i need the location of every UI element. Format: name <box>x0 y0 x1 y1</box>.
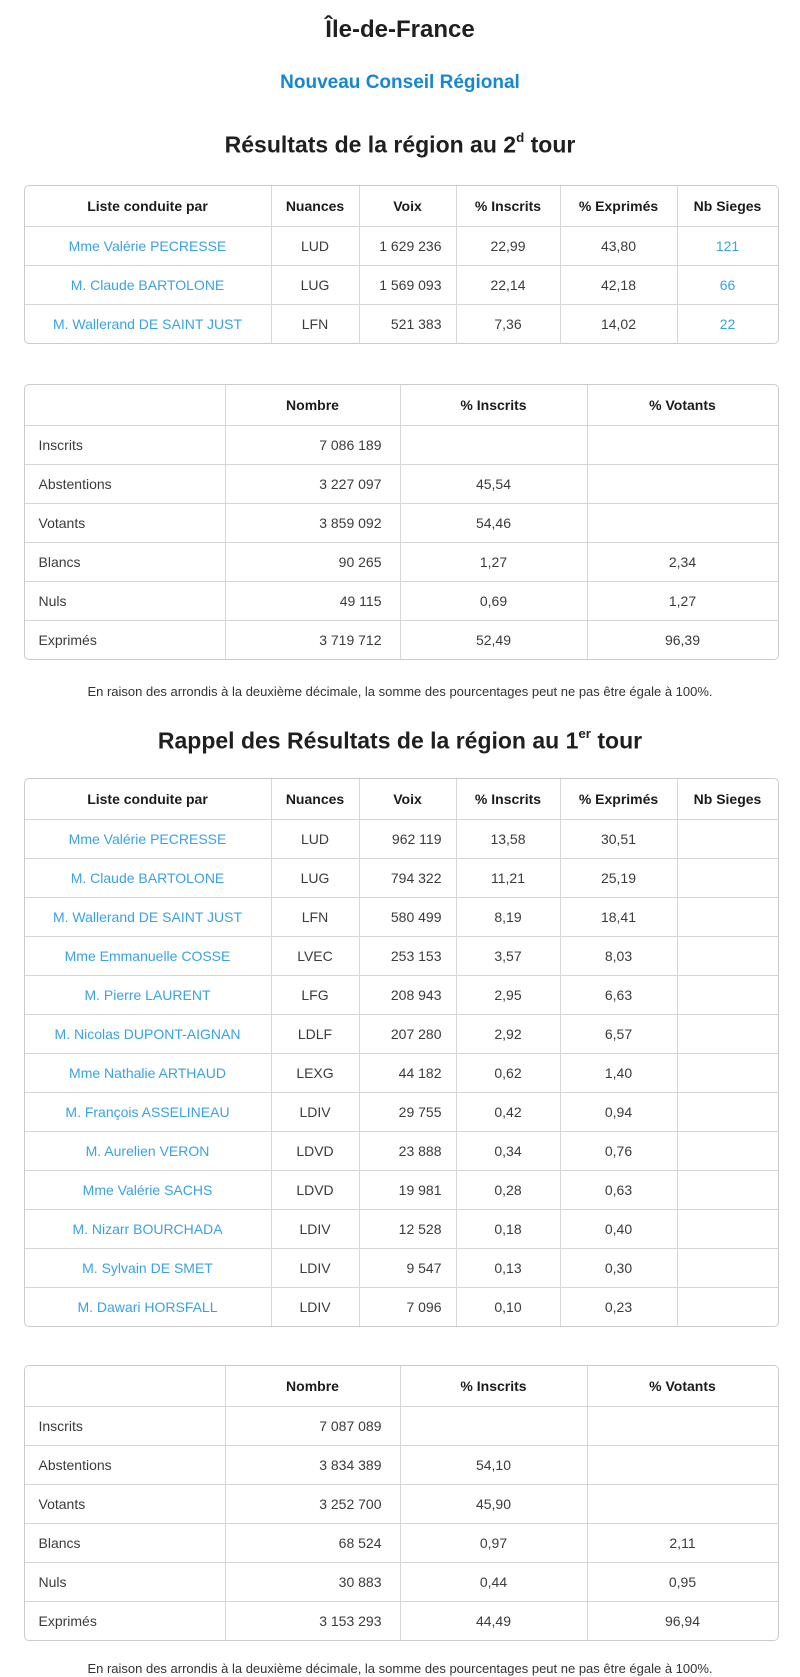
round2-title <box>24 126 777 159</box>
nuance-cell: LFN <box>272 305 360 343</box>
col-header-pct-inscrits: % Inscrits <box>401 1366 588 1407</box>
stats-row <box>25 582 778 621</box>
candidate-name-cell <box>25 1249 272 1288</box>
candidate-name-cell <box>25 1132 272 1171</box>
candidate-row <box>25 1093 778 1132</box>
pct-votants-cell: 2,34 <box>588 543 778 582</box>
stats-label-cell: Exprimés <box>25 621 226 659</box>
candidate-name-cell <box>25 820 272 859</box>
pct-votants-cell <box>588 1485 778 1524</box>
pct-inscrits-cell: 0,28 <box>457 1171 561 1210</box>
nuance-cell: LDLF <box>272 1015 360 1054</box>
pct-exprimes-cell: 0,23 <box>561 1288 678 1326</box>
seats-cell <box>678 1093 778 1132</box>
nombre-cell: 3 153 293 <box>226 1602 401 1640</box>
candidate-name-cell <box>25 227 272 266</box>
round1-title-text: Rappel des Résultats de la région au 1 <box>157 727 579 754</box>
round1-title <box>24 722 777 755</box>
voix-cell: 23 888 <box>360 1132 457 1171</box>
nuance-cell: LEXG <box>272 1054 360 1093</box>
pct-votants-cell <box>588 1446 778 1485</box>
candidate-name-cell <box>25 898 272 937</box>
candidate-row <box>25 1210 778 1249</box>
candidate-row <box>25 1171 778 1210</box>
nuance-cell: LDVD <box>272 1132 360 1171</box>
rounding-note: En raison des arrondis à la deuxième décimale, la somme des pourcentages peut ne pas être égale à 100%. <box>87 683 713 699</box>
pct-inscrits-cell <box>401 426 588 465</box>
nuance-cell: LDIV <box>272 1288 360 1326</box>
col-header-pct-votants: % Votants <box>588 385 778 426</box>
table-header-row <box>25 1366 778 1407</box>
round1-title-sup: er <box>578 725 591 741</box>
pct-votants-cell <box>588 1407 778 1446</box>
pct-votants-cell <box>588 504 778 543</box>
candidate-link[interactable]: M. Wallerand DE SAINT JUST <box>52 909 243 926</box>
table-header-row <box>25 779 778 820</box>
candidate-row <box>25 266 778 305</box>
pct-exprimes-cell: 30,51 <box>561 820 678 859</box>
voix-cell: 962 119 <box>360 820 457 859</box>
voix-cell: 253 153 <box>360 937 457 976</box>
nuance-cell: LUG <box>272 266 360 305</box>
pct-inscrits-cell: 2,92 <box>457 1015 561 1054</box>
pct-inscrits-cell: 54,46 <box>401 504 588 543</box>
col-header-nuances: Nuances <box>272 186 360 227</box>
nombre-cell: 30 883 <box>226 1563 401 1602</box>
pct-votants-cell <box>588 465 778 504</box>
voix-cell: 29 755 <box>360 1093 457 1132</box>
nombre-cell: 3 859 092 <box>226 504 401 543</box>
pct-exprimes-cell: 6,57 <box>561 1015 678 1054</box>
col-header-pct-inscrits: % Inscrits <box>457 779 561 820</box>
nombre-cell: 7 086 189 <box>226 426 401 465</box>
nuance-cell: LDIV <box>272 1210 360 1249</box>
pct-inscrits-cell: 0,13 <box>457 1249 561 1288</box>
round1-title-suffix: tour <box>591 727 643 754</box>
voix-cell: 521 383 <box>360 305 457 343</box>
pct-exprimes-cell: 14,02 <box>561 305 678 343</box>
stats-label-cell: Abstentions <box>25 465 226 504</box>
seats-cell <box>678 1132 778 1171</box>
seats-cell <box>678 1171 778 1210</box>
pct-inscrits-cell: 0,69 <box>401 582 588 621</box>
pct-exprimes-cell: 25,19 <box>561 859 678 898</box>
nuance-cell: LUG <box>272 859 360 898</box>
seats-cell <box>678 266 778 305</box>
seats-cell <box>678 859 778 898</box>
candidate-row <box>25 1288 778 1326</box>
col-header-empty <box>25 385 226 426</box>
pct-inscrits-cell: 44,49 <box>401 1602 588 1640</box>
voix-cell: 19 981 <box>360 1171 457 1210</box>
pct-inscrits-cell: 0,34 <box>457 1132 561 1171</box>
voix-cell: 44 182 <box>360 1054 457 1093</box>
pct-inscrits-cell: 54,10 <box>401 1446 588 1485</box>
nombre-cell: 68 524 <box>226 1524 401 1563</box>
candidate-name-cell <box>25 1093 272 1132</box>
stats-row <box>25 621 778 659</box>
seats-cell <box>678 1015 778 1054</box>
pct-inscrits-cell: 1,27 <box>401 543 588 582</box>
round2-title-sup: d <box>516 130 525 145</box>
pct-inscrits-cell: 13,58 <box>457 820 561 859</box>
col-header-pct-votants: % Votants <box>588 1366 778 1407</box>
candidate-link[interactable]: Mme Valérie PECRESSE <box>68 237 227 254</box>
pct-exprimes-cell: 1,40 <box>561 1054 678 1093</box>
pct-inscrits-cell: 8,19 <box>457 898 561 937</box>
pct-inscrits-cell: 0,18 <box>457 1210 561 1249</box>
candidate-link[interactable]: Mme Valérie SACHS <box>82 1182 213 1199</box>
candidate-name-cell <box>25 1015 272 1054</box>
voix-cell: 207 280 <box>360 1015 457 1054</box>
col-header-pct-exprimes: % Exprimés <box>561 186 678 227</box>
pct-inscrits-cell: 22,14 <box>457 266 561 305</box>
candidate-link[interactable]: M. Dawari HORSFALL <box>77 1299 218 1316</box>
pct-exprimes-cell: 0,40 <box>561 1210 678 1249</box>
voix-cell: 794 322 <box>360 859 457 898</box>
stats-row <box>25 504 778 543</box>
seats-link[interactable]: 22 <box>719 315 736 332</box>
nuance-cell: LDIV <box>272 1093 360 1132</box>
table-header-row <box>25 385 778 426</box>
seats-cell <box>678 1054 778 1093</box>
pct-inscrits-cell: 0,44 <box>401 1563 588 1602</box>
pct-inscrits-cell: 52,49 <box>401 621 588 659</box>
candidate-link[interactable]: M. Pierre LAURENT <box>84 987 211 1004</box>
candidate-link[interactable]: M. Aurelien VERON <box>85 1143 210 1160</box>
pct-inscrits-cell: 22,99 <box>457 227 561 266</box>
pct-exprimes-cell: 42,18 <box>561 266 678 305</box>
seats-cell <box>678 976 778 1015</box>
seats-cell <box>678 305 778 343</box>
pct-exprimes-cell: 0,63 <box>561 1171 678 1210</box>
col-header-liste: Liste conduite par <box>25 779 272 820</box>
candidate-row <box>25 898 778 937</box>
stats-row <box>25 1563 778 1602</box>
candidate-name-cell <box>25 1288 272 1326</box>
stats-row <box>25 465 778 504</box>
candidate-row <box>25 1015 778 1054</box>
pct-votants-cell: 96,94 <box>664 1613 701 1630</box>
nombre-cell: 3 719 712 <box>226 621 401 659</box>
candidate-name-cell <box>25 859 272 898</box>
stats-label-cell: Exprimés <box>25 1602 226 1640</box>
candidate-link[interactable]: M. Nizarr BOURCHADA <box>72 1221 223 1238</box>
candidate-name-cell <box>25 1210 272 1249</box>
col-header-voix: Voix <box>360 186 457 227</box>
col-header-voix: Voix <box>360 779 457 820</box>
stats-label-cell: Inscrits <box>25 426 226 465</box>
candidate-link[interactable]: Mme Valérie PECRESSE <box>68 831 227 848</box>
seats-link[interactable]: 66 <box>719 276 736 293</box>
candidate-row <box>25 305 778 343</box>
voix-cell: 208 943 <box>360 976 457 1015</box>
pct-inscrits-cell: 0,10 <box>457 1288 561 1326</box>
seats-cell <box>678 227 778 266</box>
pct-inscrits-cell: 2,95 <box>457 976 561 1015</box>
candidate-name-cell <box>25 305 272 343</box>
nombre-cell: 49 115 <box>226 582 401 621</box>
stats-label-cell: Abstentions <box>25 1446 226 1485</box>
nombre-cell: 3 252 700 <box>226 1485 401 1524</box>
main-content <box>24 0 777 1677</box>
round2-title-text: Résultats de la région au 2 <box>224 131 517 158</box>
pct-inscrits-cell: 45,54 <box>401 465 588 504</box>
voix-cell: 9 547 <box>360 1249 457 1288</box>
candidate-link[interactable]: M. Sylvain DE SMET <box>82 1260 213 1277</box>
nombre-cell: 3 834 389 <box>226 1446 401 1485</box>
nombre-cell: 3 227 097 <box>226 465 401 504</box>
pct-exprimes-cell: 8,03 <box>561 937 678 976</box>
nuance-cell: LUD <box>272 227 360 266</box>
round2-title-suffix: tour <box>524 131 576 158</box>
nuance-cell: LFN <box>272 898 360 937</box>
candidate-row <box>25 820 778 859</box>
stats-label-cell: Nuls <box>25 1563 226 1602</box>
seats-link[interactable]: 121 <box>715 237 740 254</box>
pct-inscrits-cell: 7,36 <box>457 305 561 343</box>
seats-cell <box>678 898 778 937</box>
round2-results-table <box>24 185 779 344</box>
pct-votants-cell: 1,27 <box>588 582 778 621</box>
pct-votants-cell: 0,95 <box>588 1563 778 1602</box>
voix-cell: 12 528 <box>360 1210 457 1249</box>
nuance-cell: LUD <box>272 820 360 859</box>
seats-cell <box>678 1249 778 1288</box>
stats-label-cell: Nuls <box>25 582 226 621</box>
candidate-name-cell <box>25 1054 272 1093</box>
candidate-row <box>25 976 778 1015</box>
pct-exprimes-cell: 0,94 <box>561 1093 678 1132</box>
candidate-link[interactable]: M. Wallerand DE SAINT JUST <box>52 315 243 332</box>
seats-cell <box>678 1288 778 1326</box>
pct-inscrits-cell: 0,97 <box>401 1524 588 1563</box>
voix-cell: 580 499 <box>360 898 457 937</box>
stats-row <box>25 1524 778 1563</box>
council-subtitle: Nouveau Conseil Régional <box>280 72 520 93</box>
col-header-empty <box>25 1366 226 1407</box>
col-header-nuances: Nuances <box>272 779 360 820</box>
pct-inscrits-cell: 0,42 <box>457 1093 561 1132</box>
col-header-nombre: Nombre <box>226 385 401 426</box>
table-header-row <box>25 186 778 227</box>
voix-cell: 1 569 093 <box>360 266 457 305</box>
col-header-pct-inscrits: % Inscrits <box>401 385 588 426</box>
candidate-name-cell <box>25 1171 272 1210</box>
nombre-cell: 90 265 <box>226 543 401 582</box>
nuance-cell: LDVD <box>272 1171 360 1210</box>
stats-label-cell: Inscrits <box>25 1407 226 1446</box>
pct-exprimes-cell: 0,76 <box>561 1132 678 1171</box>
stats-label-cell: Votants <box>25 504 226 543</box>
stats-row <box>25 1485 778 1524</box>
stats-row <box>25 1602 778 1640</box>
pct-exprimes-cell: 18,41 <box>561 898 678 937</box>
candidate-link[interactable]: M. Nicolas DUPONT-AIGNAN <box>54 1026 241 1043</box>
seats-cell <box>678 1210 778 1249</box>
candidate-link[interactable]: M. François ASSELINEAU <box>65 1104 230 1121</box>
pct-inscrits-cell: 11,21 <box>457 859 561 898</box>
nuance-cell: LVEC <box>272 937 360 976</box>
col-header-pct-inscrits: % Inscrits <box>457 186 561 227</box>
round1-results-table <box>24 778 779 1327</box>
stats-row <box>25 543 778 582</box>
stats-row <box>25 426 778 465</box>
seats-cell <box>678 820 778 859</box>
candidate-row <box>25 937 778 976</box>
stats-row <box>25 1407 778 1446</box>
nuance-cell: LDIV <box>272 1249 360 1288</box>
candidate-name-cell <box>25 976 272 1015</box>
voix-cell: 7 096 <box>360 1288 457 1326</box>
candidate-name-cell <box>25 266 272 305</box>
stats-label-cell: Votants <box>25 1485 226 1524</box>
stats-label-cell: Blancs <box>25 543 226 582</box>
candidate-name-cell <box>25 937 272 976</box>
candidate-row <box>25 1249 778 1288</box>
voix-cell: 1 629 236 <box>360 227 457 266</box>
seats-cell <box>678 937 778 976</box>
pct-inscrits-cell: 3,57 <box>457 937 561 976</box>
pct-votants-cell: 96,39 <box>664 631 701 648</box>
pct-votants-cell: 2,11 <box>588 1524 778 1563</box>
candidate-link[interactable]: Mme Nathalie ARTHAUD <box>69 1065 226 1082</box>
pct-votants-cell <box>588 426 778 465</box>
rounding-note: En raison des arrondis à la deuxième décimale, la somme des pourcentages peut ne pas être égale à 100%. <box>87 1661 713 1677</box>
pct-inscrits-cell: 0,62 <box>457 1054 561 1093</box>
col-header-nb-sieges: Nb Sieges <box>678 186 778 227</box>
col-header-nb-sieges: Nb Sieges <box>678 779 778 820</box>
col-header-liste: Liste conduite par <box>25 186 272 227</box>
col-header-pct-exprimes: % Exprimés <box>561 779 678 820</box>
candidate-link[interactable]: Mme Emmanuelle COSSE <box>64 948 231 965</box>
pct-exprimes-cell: 0,30 <box>561 1249 678 1288</box>
pct-exprimes-cell: 6,63 <box>561 976 678 1015</box>
stats-row <box>25 1446 778 1485</box>
col-header-nombre: Nombre <box>226 1366 401 1407</box>
candidate-link[interactable]: M. Claude BARTOLONE <box>70 870 225 887</box>
pct-inscrits-cell: 45,90 <box>401 1485 588 1524</box>
nombre-cell: 7 087 089 <box>226 1407 401 1446</box>
round2-stats-table <box>24 384 779 660</box>
region-title: Île-de-France <box>325 16 475 43</box>
candidate-link[interactable]: M. Claude BARTOLONE <box>70 276 225 293</box>
candidate-row <box>25 1132 778 1171</box>
nuance-cell: LFG <box>272 976 360 1015</box>
round1-stats-table <box>24 1365 779 1641</box>
pct-inscrits-cell <box>401 1407 588 1446</box>
stats-label-cell: Blancs <box>25 1524 226 1563</box>
candidate-row <box>25 1054 778 1093</box>
candidate-row <box>25 227 778 266</box>
candidate-row <box>25 859 778 898</box>
pct-exprimes-cell: 43,80 <box>561 227 678 266</box>
